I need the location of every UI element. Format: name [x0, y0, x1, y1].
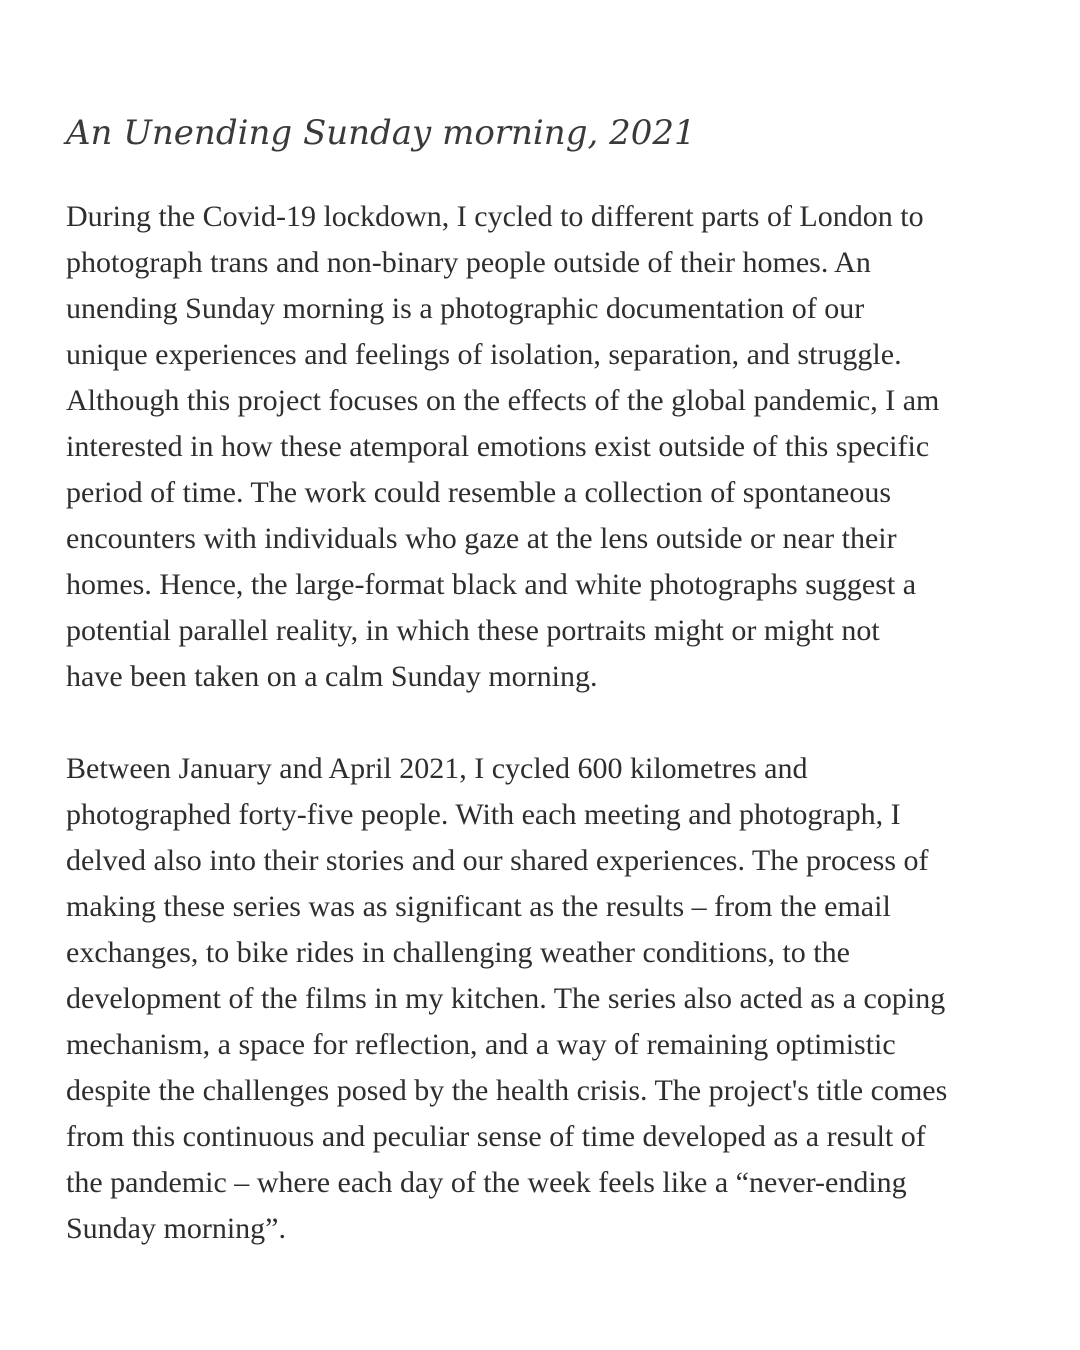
article-title: An Unending Sunday morning, 2021: [66, 113, 696, 153]
paragraph-project-process: Between January and April 2021, I cycled 600 kilometres and photographed forty-five people. With each meeting and photograph, I delved also into their stories and our shared experiences. The process of making these series was as significant as the results – from the email exchanges, to bike rides in challenging weather conditions, to the development of the films in my kitchen. The series also acted as a coping mechanism, a space for reflection, and a way of remaining optimistic despite the challenges posed by the health crisis. The project's title comes from this continuous and peculiar sense of time developed as a result of the pandemic – where each day of the week feels like a “never-ending Sunday morning”.: [66, 752, 948, 1245]
article: [66, 106, 1026, 1252]
paragraph-project-description: During the Covid-19 lockdown, I cycled to different parts of London to photograph trans and non-binary people outside of their homes. An unending Sunday morning is a photographic documentation of our unique experiences and feelings of isolation, separation, and struggle. Although this project focuses on the effects of the global pandemic, I am interested in how these atemporal emotions exist outside of this specific period of time. The work could resemble a collection of spontaneous encounters with individuals who gaze at the lens outside or near their homes. Hence, the large-format black and white photographs suggest a potential parallel reality, in which these portraits might or might not have been taken on a calm Sunday morning.: [66, 200, 940, 693]
